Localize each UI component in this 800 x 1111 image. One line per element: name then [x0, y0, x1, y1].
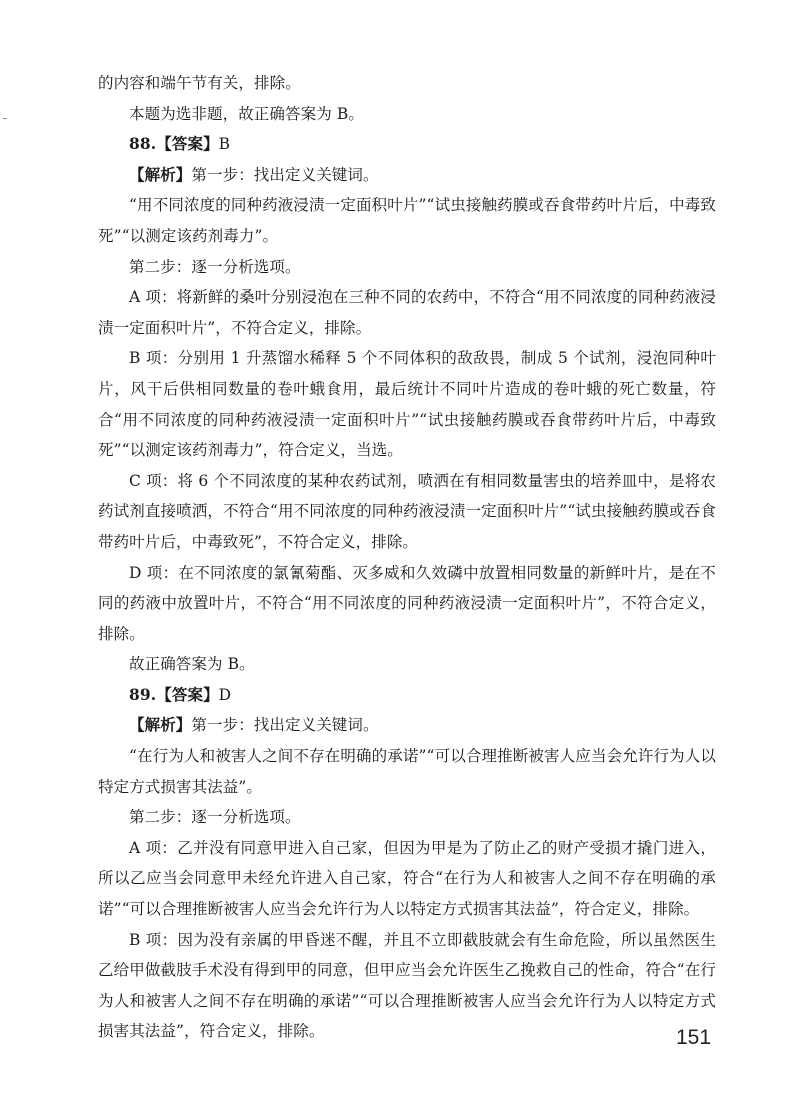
option-b: [98, 925, 716, 1047]
paragraph: [98, 99, 716, 130]
analysis-heading: [98, 710, 716, 741]
paragraph-text: A 项：将新鲜的桑叶分别浸泡在三种不同的农药中，不符合“用不同浓度的同种药液浸渍一定面积叶片”，不符合定义，排除。: [98, 288, 716, 337]
paragraph: [98, 190, 716, 251]
paragraph-text: “在行为人和被害人之间不存在明确的承诺”“可以合理推断被害人应当会允许行为人以特定方式损害其法益”。: [98, 747, 716, 796]
answer-value: B: [218, 135, 231, 154]
option-a: [98, 833, 716, 925]
answer-label: 88.【答案】: [129, 134, 219, 154]
paragraph-text: 第二步：逐一分析选项。: [129, 808, 301, 827]
paragraph-text: B 项：分别用 1 升蒸馏水稀释 5 个不同体积的敌敌畏，制成 5 个试剂，浸泡同种叶片，风干后供相同数量的卷叶蛾食用，最后统计不同叶片造成的卷叶蛾的死亡数量，符合“用不同浓度的同种药液浸渍一定面积叶片”“试虫接触药膜或吞食带药叶片后，中毒致死”“以测定该药剂毒力”，符合定义，当选。: [98, 349, 716, 460]
paragraph: [98, 649, 716, 680]
page-body: [98, 68, 716, 1047]
answer-value: D: [218, 685, 232, 704]
answer-heading-89: [98, 680, 716, 711]
analysis-heading: [98, 160, 716, 191]
option-b: [98, 343, 716, 465]
paragraph-text: D 项：在不同浓度的氯氰菊酯、灭多威和久效磷中放置相同数量的新鲜叶片，是在不同的药液中放置叶片，不符合“用不同浓度的同种药液浸渍一定面积叶片”，不符合定义，排除。: [98, 563, 716, 643]
paragraph: [98, 68, 716, 99]
paragraph-text: “用不同浓度的同种药液浸渍一定面积叶片”“试虫接触药膜或吞食带药叶片后，中毒致死”“以测定该药剂毒力”。: [98, 196, 716, 245]
page-number: 151: [676, 1026, 712, 1049]
paragraph-text: 第一步：找出定义关键词。: [191, 165, 379, 184]
paragraph-text: 本题为选非题，故正确答案为 B。: [129, 104, 364, 123]
paragraph-text: 的内容和端午节有关，排除。: [98, 74, 301, 92]
paragraph-text: 故正确答案为 B。: [129, 655, 255, 674]
analysis-label: 【解析】: [129, 715, 192, 735]
paragraph: [98, 252, 716, 283]
analysis-label: 【解析】: [129, 164, 192, 184]
paragraph-text: C 项：将 6 个不同浓度的某种农药试剂，喷洒在有相同数量害虫的培养皿中，是将农药试剂直接喷洒，不符合“用不同浓度的同种药液浸渍一定面积叶片”“试虫接触药膜或吞食带药叶片后，中毒致死”，不符合定义，排除。: [98, 471, 716, 551]
answer-label: 89.【答案】: [129, 684, 219, 704]
option-c: [98, 466, 716, 558]
paragraph-text: 第一步：找出定义关键词。: [191, 716, 379, 735]
paragraph-text: B 项：因为没有亲属的甲昏迷不醒，并且不立即截肢就会有生命危险，所以虽然医生乙给甲做截肢手术没有得到甲的同意，但甲应当会允许医生乙挽救自己的性命，符合“在行为人和被害人之间不存在明确的承诺”“可以合理推断被害人应当会允许行为人以特定方式损害其法益”，符合定义，排除。: [98, 930, 716, 1041]
paragraph: [98, 802, 716, 833]
paragraph-text: A 项：乙并没有同意甲进入自己家，但因为甲是为了防止乙的财产受损才撬门进入，所以乙应当会同意甲未经允许进入自己家，符合“在行为人和被害人之间不存在明确的承诺”“可以合理推断被害人应当会允许行为人以特定方式损害其法益”，符合定义，排除。: [98, 838, 716, 919]
option-d: [98, 558, 716, 650]
paragraph: [98, 741, 716, 802]
option-a: [98, 282, 716, 343]
answer-heading-88: [98, 129, 716, 160]
margin-mark: [3, 118, 7, 119]
paragraph-text: 第二步：逐一分析选项。: [129, 257, 301, 276]
